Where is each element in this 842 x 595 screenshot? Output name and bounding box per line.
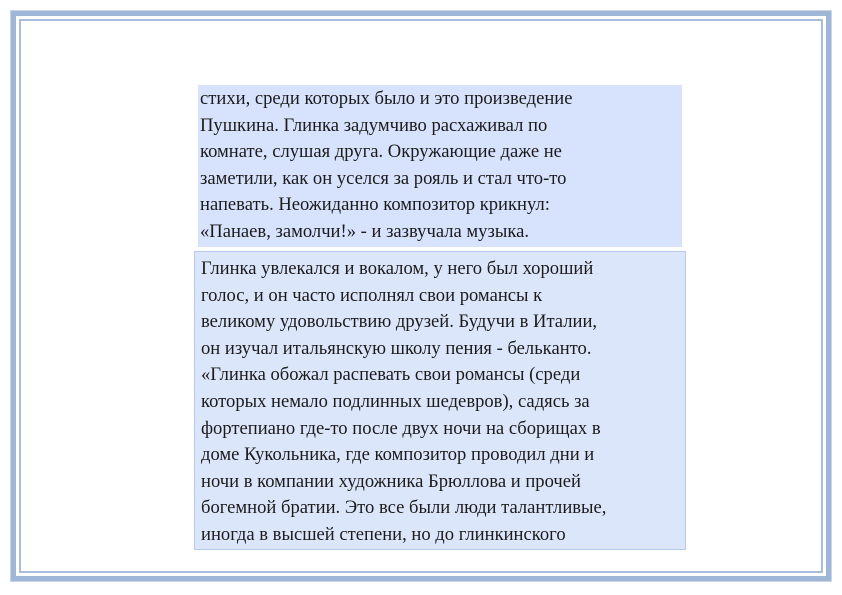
text-line: богемной братии. Это все были люди талантливые,: [201, 497, 607, 519]
text-line: голос, и он часто исполнял свои романсы к: [201, 284, 543, 306]
text-line: он изучал итальянскую школу пения - бельканто.: [201, 337, 592, 359]
text-line: великому удовольствию друзей. Будучи в Италии,: [201, 311, 598, 333]
text-line: Глинка увлекался и вокалом, у него был хороший: [201, 258, 594, 279]
text-line: заметили, как он уселся за рояль и стал что-то: [200, 167, 567, 189]
text-line: стихи, среди которых было и это произведение: [200, 88, 573, 109]
text-line: фортепиано где-то после двух ночи на сборищах в: [201, 417, 601, 439]
text-line: комнате, слушая друга. Окружающие даже не: [200, 141, 562, 163]
text-line: доме Кукольника, где композитор проводил дни и: [201, 444, 595, 466]
text-line: «Панаев, замолчи!» - и зазвучала музыка.: [200, 220, 529, 242]
text-block-2: [194, 251, 686, 550]
text-line: «Глинка обожал распевать свои романсы (среди: [201, 364, 581, 386]
text-line: иногда в высшей степени, но до глинкинского: [201, 523, 566, 545]
text-line: ночи в компании художника Брюллова и прочей: [201, 470, 581, 492]
text-line: напевать. Неожиданно композитор крикнул:: [200, 194, 550, 216]
text-line: Пушкина. Глинка задумчиво расхаживал по: [200, 114, 548, 136]
text-line: которых немало подлинных шедевров), садясь за: [201, 390, 590, 412]
text-block-1: [198, 85, 682, 247]
